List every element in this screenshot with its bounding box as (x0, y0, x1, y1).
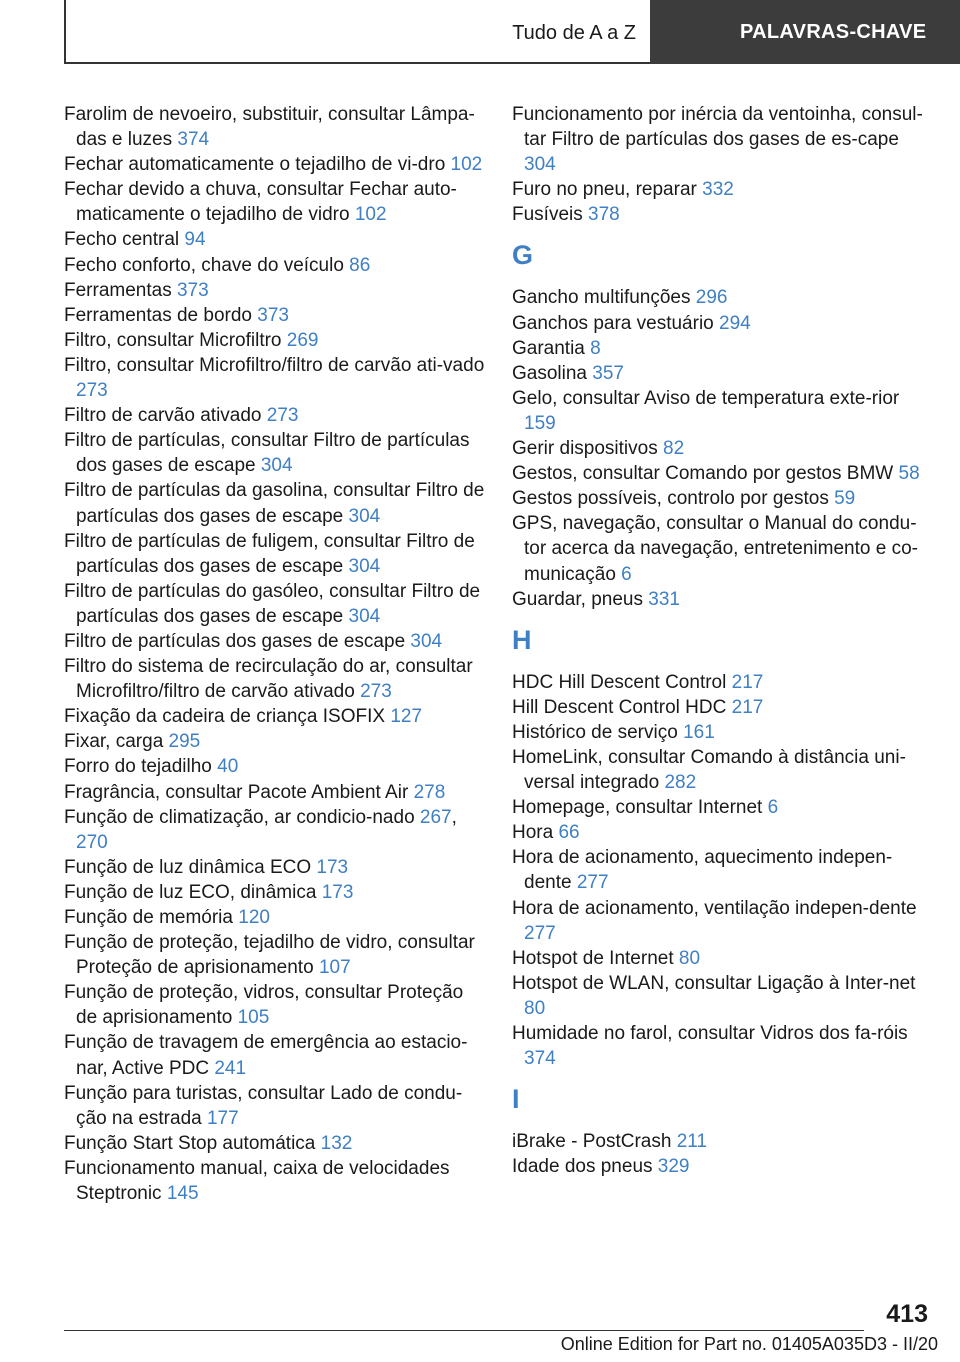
index-letter-heading: H (512, 624, 532, 655)
index-entry (64, 227, 486, 252)
index-term: Ganchos para vestuário (512, 312, 714, 334)
index-term: Homepage, consultar Internet (512, 797, 763, 819)
index-entry (512, 745, 932, 795)
page-link[interactable]: 82 (663, 438, 685, 460)
page-link[interactable]: 241 (214, 1057, 247, 1079)
page-link[interactable]: 273 (266, 405, 299, 427)
index-entry (512, 177, 932, 202)
header-frame-bottom (64, 62, 650, 64)
page-number: 413 (886, 1300, 928, 1328)
index-entry (64, 855, 486, 880)
page-link[interactable]: 102 (354, 204, 387, 226)
letter-spacer (512, 227, 932, 239)
section-title: Tudo de A a Z (512, 22, 636, 44)
index-term: Filtro de partículas de fuligem, consultar Filtro de partículas dos gases de escape (64, 530, 475, 577)
index-term: Filtro de carvão ativado (64, 405, 262, 427)
page-link[interactable]: 373 (257, 304, 289, 326)
index-term: Fecho central (64, 229, 180, 251)
index-entry (512, 795, 932, 820)
footer-rule (64, 1330, 864, 1331)
page-link[interactable]: 296 (695, 287, 728, 309)
index-entry (64, 403, 486, 428)
index-entry (512, 336, 932, 361)
page-link[interactable]: 211 (676, 1131, 708, 1153)
index-term: Gestos possíveis, controlo por gestos (512, 488, 829, 510)
index-entry (512, 946, 932, 971)
edition-info: Online Edition for Part no. 01405A035D3 - II/20 (560, 1334, 938, 1354)
page-link[interactable]: 329 (657, 1156, 690, 1178)
header-frame-left (64, 0, 66, 64)
letter-spacer (512, 656, 932, 670)
index-term: Hora de acionamento, ventilação indepen-dente (512, 897, 917, 919)
page-separator: , (451, 806, 457, 828)
index-term: GPS, navegação, consultar o Manual do condu-tor acerca da navegação, entretenimento e co-municação (512, 513, 918, 585)
index-entry (512, 486, 932, 511)
page-link[interactable]: 217 (731, 696, 764, 718)
page-link[interactable]: 269 (286, 329, 319, 351)
letter-spacer (512, 612, 932, 624)
index-term: Filtro, consultar Microfiltro/filtro de carvão ati-vado (64, 354, 485, 376)
index-entry (512, 587, 932, 612)
index-entry (64, 102, 486, 152)
page-link[interactable]: 278 (413, 781, 446, 803)
page-link[interactable]: 374 (524, 1048, 556, 1070)
index-entry (512, 971, 932, 1021)
page-link[interactable]: 304 (348, 605, 381, 627)
index-entry (512, 102, 932, 177)
index-entry (64, 980, 486, 1030)
index-entry (64, 529, 486, 579)
letter-spacer (512, 1115, 932, 1129)
index-entry (64, 1156, 486, 1206)
index-entry (64, 754, 486, 779)
page-link[interactable]: 132 (320, 1132, 353, 1154)
index-entry (64, 880, 486, 905)
page-link[interactable]: 304 (410, 630, 443, 652)
index-entry (512, 461, 932, 486)
page-link[interactable]: 59 (834, 488, 856, 510)
index-term: HDC Hill Descent Control (512, 671, 727, 693)
page-link[interactable]: 161 (683, 721, 715, 743)
page-link[interactable]: 58 (898, 463, 920, 485)
index-term: Garantia (512, 337, 585, 359)
index-term: iBrake - PostCrash (512, 1131, 672, 1153)
page-link[interactable]: 6 (767, 797, 779, 819)
page-link[interactable]: 304 (260, 455, 293, 477)
page-link[interactable]: 277 (576, 872, 609, 894)
index-term: Gelo, consultar Aviso de temperatura exte-rior (512, 387, 900, 409)
index-term: Filtro de partículas do gasóleo, consultar Filtro de partículas dos gases de escape (64, 580, 481, 627)
index-entry (512, 1021, 932, 1071)
index-term: Filtro de partículas da gasolina, consultar Filtro de partículas dos gases de escape (64, 480, 485, 527)
index-term: Hotspot de Internet (512, 947, 674, 969)
page-link[interactable]: 282 (664, 772, 697, 794)
index-entry (64, 353, 486, 403)
index-term: Ferramentas de bordo (64, 304, 252, 326)
index-term: Idade dos pneus (512, 1156, 653, 1178)
index-term: Gancho multifunções (512, 287, 691, 309)
page-link[interactable]: 304 (348, 505, 381, 527)
index-entry (512, 845, 932, 895)
index-term: Hotspot de WLAN, consultar Ligação à Inter-net (512, 972, 916, 994)
index-term: Fechar automaticamente o tejadilho de vi-dro (64, 154, 446, 176)
page-link[interactable]: 40 (217, 756, 239, 778)
page-link[interactable]: 105 (237, 1007, 270, 1029)
index-term: Farolim de nevoeiro, substituir, consultar Lâmpa-das e luzes (64, 104, 475, 151)
page-link[interactable]: 217 (731, 671, 764, 693)
page-link[interactable]: 173 (316, 856, 349, 878)
index-entry (64, 729, 486, 754)
index-entry (64, 654, 486, 704)
index-term: Filtro de partículas dos gases de escape (64, 630, 406, 652)
index-entry (64, 303, 486, 328)
page-link[interactable]: 80 (678, 947, 701, 969)
index-entry (64, 478, 486, 528)
index-term: Filtro de partículas, consultar Filtro de partículas dos gases de escape (64, 430, 470, 477)
index-entry (64, 328, 486, 353)
index-entry (512, 361, 932, 386)
index-entry (64, 629, 486, 654)
index-term: Gasolina (512, 362, 587, 384)
index-term: Humidade no farol, consultar Vidros dos fa-róis (512, 1023, 908, 1044)
index-term: Funcionamento por inércia da ventoinha, consul-tar Filtro de partículas dos gases de es-cape (512, 104, 923, 151)
index-entry (512, 311, 932, 336)
index-entry (512, 820, 932, 845)
page-link[interactable]: 304 (524, 154, 556, 176)
index-entry (512, 1154, 932, 1179)
page-link[interactable]: 120 (238, 907, 270, 928)
index-term: Função de climatização, ar condicio-nado (64, 806, 415, 828)
index-entry (64, 177, 486, 227)
page-link[interactable]: 267 (419, 806, 452, 828)
page-link[interactable]: 373 (176, 279, 209, 301)
index-term: Função de proteção, tejadilho de vidro, consultar Proteção de aprisionamento (64, 932, 475, 979)
letter-spacer (512, 271, 932, 285)
page-link[interactable]: 127 (390, 706, 423, 728)
page-link[interactable]: 295 (168, 731, 201, 753)
index-term: Gerir dispositivos (512, 438, 658, 460)
index-entry (64, 278, 486, 303)
index-term: Ferramentas (64, 279, 172, 301)
index-entry (512, 695, 932, 720)
index-term: Função Start Stop automática (64, 1132, 316, 1154)
index-term: Fragrância, consultar Pacote Ambient Air (64, 781, 409, 803)
index-term: Função de travagem de emergência ao estacio-nar, Active PDC (64, 1032, 468, 1079)
index-column-left (64, 102, 486, 1206)
index-entry (512, 1129, 932, 1154)
index-term: Fechar devido a chuva, consultar Fechar auto-maticamente o tejadilho de vidro (64, 179, 457, 226)
page-link[interactable]: 294 (719, 312, 751, 334)
index-term: Hora de acionamento, aquecimento indepen-dente (512, 847, 893, 894)
index-term: Hill Descent Control HDC (512, 696, 727, 718)
page-link[interactable]: 66 (558, 822, 580, 844)
index-entry (64, 152, 486, 177)
index-term: Histórico de serviço (512, 721, 678, 743)
index-term: Furo no pneu, reparar (512, 179, 697, 201)
index-entry (512, 511, 932, 586)
page-link[interactable]: 8 (590, 337, 601, 359)
page-link[interactable]: 357 (592, 362, 624, 384)
page-link[interactable]: 332 (702, 179, 734, 201)
index-term: Função de proteção, vidros, consultar Proteção de aprisionamento (64, 982, 464, 1029)
index-entry (64, 805, 486, 855)
page-link[interactable]: 378 (588, 204, 620, 226)
index-entry (64, 780, 486, 805)
index-entry (512, 386, 932, 436)
index-term: Forro do tejadilho (64, 756, 212, 778)
page-link[interactable]: 273 (76, 380, 108, 402)
page-link[interactable]: 6 (621, 563, 632, 585)
index-entry (512, 896, 932, 946)
page-link[interactable]: 374 (177, 129, 210, 151)
page-link[interactable]: 145 (166, 1183, 199, 1205)
index-entry (64, 930, 486, 980)
page-link[interactable]: 331 (648, 588, 680, 610)
index-entry (512, 202, 932, 227)
index-entry (64, 253, 486, 278)
index-term: Guardar, pneus (512, 588, 643, 610)
index-letter-heading: I (512, 1084, 520, 1115)
index-term: Filtro, consultar Microfiltro (64, 329, 282, 351)
index-entry (512, 720, 932, 745)
page-link[interactable]: 304 (348, 555, 381, 577)
index-entry (64, 704, 486, 729)
page-link[interactable]: 80 (524, 997, 546, 1019)
index-term: Hora (512, 822, 554, 844)
letter-spacer (512, 1071, 932, 1083)
page-link[interactable]: 177 (206, 1107, 239, 1129)
index-term: Função de luz dinâmica ECO (64, 856, 312, 878)
index-term: Função para turistas, consultar Lado de condu-ção na estrada (64, 1082, 463, 1129)
index-term: Fixação da cadeira de criança ISOFIX (64, 706, 386, 728)
index-entry (64, 428, 486, 478)
index-term: Gestos, consultar Comando por gestos BMW (512, 463, 894, 485)
index-entry (512, 285, 932, 310)
index-column-right (512, 102, 932, 1179)
index-term: Fusíveis (512, 204, 583, 226)
page-link[interactable]: 107 (318, 957, 351, 979)
page-link[interactable]: 270 (76, 831, 108, 853)
index-entry (512, 670, 932, 695)
page-link[interactable]: 102 (450, 154, 483, 176)
index-entry (64, 1030, 486, 1080)
index-term: Fixar, carga (64, 731, 164, 753)
index-entry (512, 436, 932, 461)
page-link[interactable]: 277 (524, 922, 556, 944)
chapter-tab: PALAVRAS-CHAVE (650, 0, 960, 64)
index-term: Função de luz ECO, dinâmica (64, 881, 317, 903)
page-link[interactable]: 159 (524, 412, 556, 434)
page-link[interactable]: 173 (321, 881, 354, 903)
index-entry (64, 1131, 486, 1156)
index-term: Função de memória (64, 907, 233, 928)
index-entry (64, 579, 486, 629)
index-term: HomeLink, consultar Comando à distância uni-versal integrado (512, 746, 906, 794)
index-term: Fecho conforto, chave do veículo (64, 254, 344, 276)
index-entry (64, 905, 486, 930)
index-letter-heading: G (512, 240, 534, 271)
index-entry (64, 1081, 486, 1131)
page-link[interactable]: 86 (349, 254, 371, 276)
index-term: Filtro do sistema de recirculação do ar, consultar Microfiltro/filtro de carvão ativado (64, 656, 473, 703)
page-link[interactable]: 273 (360, 681, 392, 703)
page-link[interactable]: 94 (184, 229, 206, 251)
index-term: Funcionamento manual, caixa de velocidades Steptronic (64, 1157, 450, 1205)
